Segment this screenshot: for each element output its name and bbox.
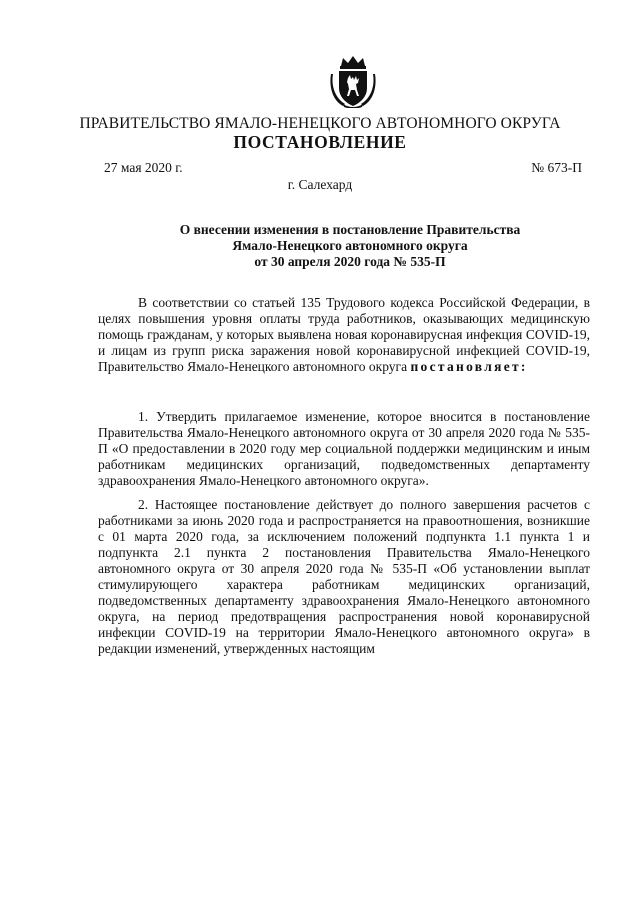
decree-word: постановляет: [410,359,528,374]
preamble-paragraph [98,295,590,375]
coat-of-arms-icon [329,56,377,108]
item-paragraph-2: 2. Настоящее постановление действует до полного завершения расчетов с работниками за июнь 2020 года и распространяется на правоотношения, возникшие с 01 марта 2020 года, за исключением положений подпункта 1.1 пункта 1 и подпункта 2.1 пункта 2 постановления Правительства Ямало-Ненецкого автономного округа от 30 апреля 2020 года № 535-П «Об установлении выплат стимулирующего характера работникам медицинских организаций, подведомственных департаменту здравоохранения Ямало-Ненецкого автономного округа, на период предотвращения распространения новой коронавирусной инфекции COVID-19 на территории Ямало-Ненецкого автономного округа» в редакции изменений, утвержденных настоящим [98,497,590,656]
document-title [80,222,620,270]
title-line-3: от 30 апреля 2020 года № 535-П [254,254,446,269]
document-type-title: ПОСТАНОВЛЕНИЕ [233,132,407,152]
title-line-1: О внесении изменения в постановление Правительства [179,222,521,237]
preamble-text: В соответствии со статьей 135 Трудового кодекса Российской Федерации, в целях повышения уровня оплаты труда работников, оказывающих медицинскую помощь гражданам, у которых выявлена новая коронавирусная инфекция COVID-19, и лицам из групп риска заражения новой коронавирусной инфекцией COVID-19, Правительство Ямало-Ненецкого автономного округа [98,295,590,374]
government-name: ПРАВИТЕЛЬСТВО ЯМАЛО-НЕНЕЦКОГО АВТОНОМНОГО ОКРУГА [79,115,561,132]
document-city: г. Салехард [287,177,353,192]
item-paragraph-1: 1. Утвердить прилагаемое изменение, которое вносится в постановление Правительства Ямало-Ненецкого автономного округа от 30 апреля 2020 года № 535-П «О предоставлении в 2020 году мер социальной поддержки медицинским и иным работникам медицинских организаций, подведомственных департаменту здравоохранения Ямало-Ненецкого автономного округа». [98,409,590,488]
title-line-2: Ямало-Ненецкого автономного округа [232,238,468,253]
document-number: № 673-П [531,160,582,175]
document-date: 27 мая 2020 г. [104,160,183,175]
